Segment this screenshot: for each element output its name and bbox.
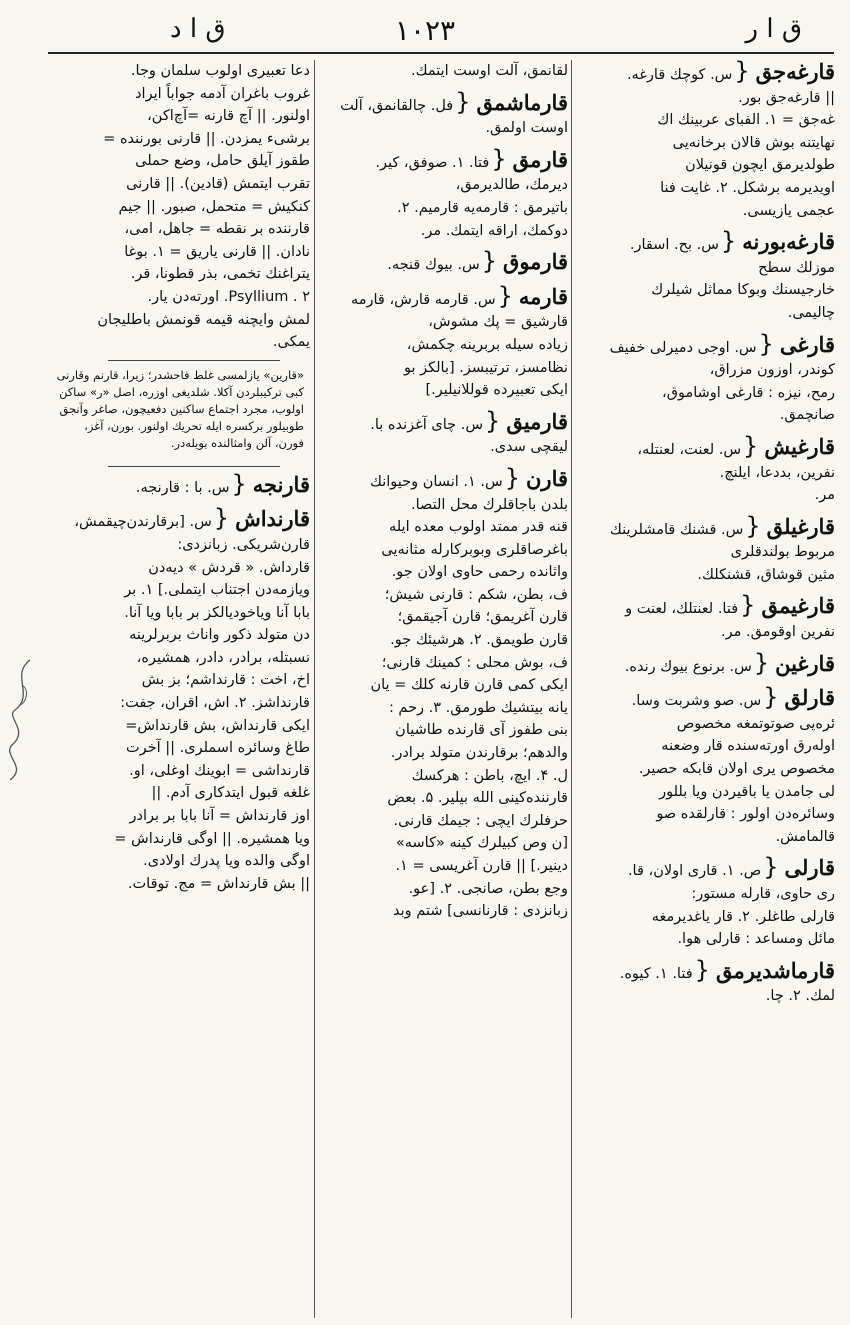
entry-text-line: دیرمك، طالدیرمق، xyxy=(455,177,568,194)
entry-text-line: زبانزدی : قارنانسی] شتم وبد xyxy=(393,903,568,920)
entry-headword: قارماشمق xyxy=(476,89,568,115)
brace-glyph: { xyxy=(231,469,247,498)
dictionary-entry xyxy=(318,463,568,923)
dictionary-entry xyxy=(575,648,835,679)
entry-text-line: چالیمی. xyxy=(787,304,835,321)
entry-text-line: س. قارمه قارش، قارمه xyxy=(350,291,496,308)
entry-text-line: نفرین اوقومق. مر. xyxy=(721,624,835,641)
entry-list xyxy=(48,469,310,896)
entry-text-line: قارننده‌كینی الله بیلیر. ۵. بعض xyxy=(387,790,568,807)
entry-text-line: س. صو وشربت وسا. xyxy=(631,693,762,710)
brace-glyph: { xyxy=(491,144,507,173)
entry-text-line: كنكیش = متحمل، صبور. || جیم xyxy=(118,198,310,215)
entry-text-line: والدهم؛ برقارندن متولد برادر. xyxy=(390,745,568,762)
entry-text-line: اویدیرمه برشكل. ۲. غایت فنا xyxy=(660,179,835,196)
entry-text-line: قنه قدر ممتد اولوب معده ایله xyxy=(388,519,568,536)
entry-headword: قارموق xyxy=(503,249,568,275)
entry-text-line: مر. xyxy=(814,487,835,504)
brace-glyph: { xyxy=(455,87,471,116)
entry-text-line: نهایتنه بوش قالان برخانه‌یی xyxy=(672,134,835,151)
entry-text-line: یمكی. xyxy=(272,334,310,351)
entry-text-line: موزلك سطح xyxy=(758,259,835,276)
entry-text-line: مائل ومساعد : قارلی هوا. xyxy=(677,931,835,948)
entry-text-line: ایكی كمی قارن قارنه كلك = یان xyxy=(370,677,568,694)
brace-glyph: { xyxy=(740,591,756,620)
entry-continuation xyxy=(48,60,310,354)
entry-headword: قارغیش xyxy=(764,433,835,459)
entry-text-line: غروب باغران آدمه جواباً ایراد xyxy=(135,85,310,102)
column-middle xyxy=(318,60,568,1318)
dictionary-entry xyxy=(575,329,835,427)
brace-glyph: { xyxy=(734,60,750,85)
entry-headword: قارغیلق xyxy=(766,513,835,539)
entry-text-line: یانه بیتشیك طورمق. ۳. رحم : xyxy=(388,699,568,716)
entry-text-line: ف، بوش محلی : كمینك قارنی؛ xyxy=(381,654,568,671)
brace-glyph: { xyxy=(481,247,498,276)
entry-text-line: وجع بطن، صانجی. ۲. [عو. xyxy=(408,880,568,897)
dictionary-entry xyxy=(575,955,835,1008)
entry-headword: قارغه‌بورنه xyxy=(742,229,835,255)
dictionary-entry xyxy=(318,281,568,402)
entry-text-line: فل. چالقانمق، آلت xyxy=(340,97,454,114)
entry-text-line: س. با : قارنجه. xyxy=(135,479,230,496)
dictionary-entry xyxy=(318,60,568,83)
note-divider xyxy=(108,360,280,361)
entry-text-line: ویا همشیره. || اوگی قارنداش = xyxy=(114,830,310,847)
entry-text-line: ویازمه‌دن اجتناب ایتملی.] ۱. بر xyxy=(124,582,310,599)
entry-text-line: غه‌جق = ۱. الفبای عربینك اك xyxy=(657,112,835,129)
dictionary-entry xyxy=(575,853,835,950)
running-head-left: ق ا د xyxy=(170,14,226,44)
entry-headword: قارغه‌جق xyxy=(755,60,835,84)
entry-text-line: اخ، اخت : قارنداشم؛ بز بش xyxy=(141,672,310,689)
dictionary-entry xyxy=(318,87,568,140)
entry-text-line: قارن طویمق. ۲. هرشیئك جو. xyxy=(390,632,568,649)
entry-headword: قارنجه xyxy=(252,471,310,497)
entry-text-line: تقرب ایتمش (قادین). || قارنی xyxy=(126,175,310,192)
entry-text-line: اوست اولمق. xyxy=(485,120,568,137)
entry-text-line: س. [برقارندن‌چیقمش، xyxy=(74,514,212,531)
entry-text-line: خارجیسنك وبوكا مماثل شیلرك xyxy=(651,282,835,299)
entry-text-line: اوز قارنداش = آنا بابا بر برادر xyxy=(129,808,310,825)
entry-text-line: باتیرمق : قارمه‌یه قارمیم. ۲. xyxy=(397,199,568,216)
entry-text-line: دعا تعبیری اولوب سلمان وجا. xyxy=(130,63,310,79)
entry-text-line: نفرین، بددعا، ایلنچ. xyxy=(719,464,835,481)
entry-text-line: یتراغنك تخمی، بذر قطونا، قر. xyxy=(130,266,310,283)
brace-glyph: { xyxy=(504,463,520,492)
entry-text-line: فتا. ۱. صوفق، كیر. xyxy=(375,154,490,171)
brace-glyph: { xyxy=(753,648,770,677)
entry-text-line: برشیء یمزدن. || قارنی بورننده = xyxy=(103,130,310,147)
entry-text-line: مخصوص یری اولان قابكه حصیر. xyxy=(638,761,835,778)
entry-headword: قارغی xyxy=(779,331,835,357)
entry-text-line: ری حاوی، قارله مستور: xyxy=(691,886,835,902)
entry-headword: قارماشدیرمق xyxy=(715,957,835,983)
entry-text-line: قارداش. « قردش » دیه‌دن xyxy=(148,559,310,576)
running-head-right: ق ا ر xyxy=(745,14,802,44)
brace-glyph: { xyxy=(758,329,774,358)
entry-text-line: واثانده رحمی حاوی اولان جو. xyxy=(391,564,568,581)
entry-text-line: كوندر، اوزون مزراق، xyxy=(709,362,835,379)
entry-text-line: س. اوجی دمیرلی خفیف xyxy=(609,339,757,356)
dictionary-entry xyxy=(575,431,835,507)
entry-text-line: ایكی تعبیرده قوللانیلیر.] xyxy=(425,382,568,399)
dictionary-entry xyxy=(318,406,568,459)
dictionary-entry xyxy=(318,144,568,242)
entry-text-line: ایكی قارنداش، بش قارنداش= xyxy=(125,717,310,734)
brace-glyph: { xyxy=(720,227,737,256)
entry-text-line: عجمی یازیسی. xyxy=(742,202,835,219)
entry-text-line: غلغه قبول ایتدكاری آدم. || xyxy=(151,785,310,802)
entry-text-line: لی جامدن یا باقیردن ویا بللور xyxy=(659,783,835,800)
entry-headword: قارغین xyxy=(775,650,835,676)
entry-text-line: ئره‌یی صوتوتمغه مخصوص xyxy=(676,715,835,732)
entry-headword: قارنداش xyxy=(235,506,310,532)
entry-text-line: قارن‌شریكی. زبانزدی: xyxy=(177,536,310,553)
entry-text-line: زیاده سیله بربرینه چكمش، xyxy=(406,336,568,353)
entry-text-line: دن متولد ذكور واناث بربرلرینه xyxy=(129,627,310,644)
entry-text-line: اوگی والده ویا پدرك اولادی. xyxy=(143,853,310,870)
entry-headword: قارن xyxy=(526,465,568,491)
entry-text-line: بابا آنا ویاخودیالكز بر بابا ویا آنا. xyxy=(124,604,310,621)
entry-text-line: لقانمق، آلت اوست ایتمك. xyxy=(411,63,568,79)
entry-text-line: نسبتله، برادر، دادر، همشیره، xyxy=(136,649,310,666)
usage-note: «قارین» یازلمسی غلط فاحشدر؛ زیرا، قارنم وقارنی كبی تركیبلردن آكلا. شلدیغی اوزره، اصل «ر» ساكن اولوب، مجرد اجتماع ساكنین دفعیچون، صاغر وآنجق طوبیلور بركسره ایله تحریك اولنور. بورن، آغز، فورن، آلن وامثالنده بویله‌در. xyxy=(56,367,304,450)
brace-glyph: { xyxy=(497,281,513,310)
entry-text-line: قالمامش. xyxy=(775,828,835,845)
entry-text-line: س. ۱. انسان وحیوانك xyxy=(369,473,503,490)
header-rule xyxy=(48,52,834,54)
entry-text-line: ف، بطن، شكم : قارنی شیش؛ xyxy=(384,586,568,603)
entry-text-line: قارشیق = پك مشوش، xyxy=(428,314,568,331)
brace-glyph: { xyxy=(763,853,779,882)
entry-text-line: باغرصاقلری وبوبركارله مثانه‌یی xyxy=(381,541,568,558)
entry-text-line: صانچمق. xyxy=(779,407,835,424)
brace-glyph: { xyxy=(694,955,710,984)
entry-text-line: س. قشنك قامشلرینك xyxy=(609,521,744,538)
note-divider xyxy=(108,466,280,467)
entry-text-line: لیقچی سدی. xyxy=(490,439,568,456)
entry-text-line: س. لعنت، لعنتله، xyxy=(637,441,742,458)
entry-headword: قارمق xyxy=(512,146,568,172)
entry-headword: قارمیق xyxy=(506,408,568,434)
entry-text-line: اوله‌رق اورته‌سنده قار وضعنه xyxy=(661,738,835,755)
entry-text-line: بنی طفوز آی قارنده طاشیان xyxy=(395,722,568,739)
entry-text-line: وسائره‌دن اولور : قارلقده صو xyxy=(656,806,835,823)
brace-glyph: { xyxy=(485,406,501,435)
entry-text-line: لمك. ۲. چا. xyxy=(765,988,835,1005)
entry-text-line: [ن وص كبیلرك كینه «كاسه» xyxy=(395,835,568,852)
handwritten-margin-mark xyxy=(0,655,40,785)
entry-text-line: س. چای آغزنده با. xyxy=(370,416,484,433)
entry-text-line: فتا. ۱. كیوه. xyxy=(619,965,693,982)
entry-text-line: س. كوچك قارغه. xyxy=(626,67,733,83)
column-divider xyxy=(571,60,572,1318)
entry-headword: قارغیمق xyxy=(761,593,835,619)
entry-text-line: Psyllium . ۲. اورته‌دن یار. xyxy=(147,288,310,305)
entry-text-line: س. بیوك قنجه. xyxy=(387,257,480,274)
entry-text-line: قارننده بر نقطه = جاهل، امی، xyxy=(124,221,310,238)
entry-text-line: قارلی طاغلر. ۲. قار یاغدیرمغه xyxy=(651,908,835,925)
entry-text-line: ل. ۴. ایچ، باطن : هركسك xyxy=(411,767,568,784)
dictionary-entry xyxy=(318,247,568,277)
page-header xyxy=(30,14,820,50)
dictionary-entry xyxy=(575,227,835,324)
entry-text-line: قارنداشی = ابوینك اوغلی، او. xyxy=(129,762,310,779)
column-left xyxy=(48,60,310,1318)
brace-glyph: { xyxy=(745,511,761,540)
entry-text-line: حرفلرك ایچی : جیمك قارنی. xyxy=(393,812,568,829)
entry-headword: قارلق xyxy=(784,685,835,711)
entry-text-line: اولنور. || آچ قارنه =آچ‌اكن، xyxy=(147,108,310,125)
brace-glyph: { xyxy=(763,683,779,712)
entry-text-line: س. برنوع بیوك رنده. xyxy=(624,658,752,675)
entry-text-line: قارنداشز. ۲. اش، اقران، جفت: xyxy=(120,695,310,712)
entry-text-line: س. بح. اسقار. xyxy=(629,237,719,254)
dictionary-entry xyxy=(575,511,835,587)
entry-text-line: فتا. لعنتلك، لعنت و xyxy=(625,601,739,618)
entry-text-line: ص. ۱. قاری اولان، قا. xyxy=(627,863,762,880)
entry-text-line: || بش قارنداش = مج. توقات. xyxy=(127,875,310,892)
dictionary-entry xyxy=(48,469,310,500)
entry-text-line: طقوز آیلق حامل، وضع حملی xyxy=(135,153,310,170)
entry-text-line: نادان. || قارنی یاریق = ۱. بوغا xyxy=(124,243,310,260)
dictionary-entry xyxy=(575,591,835,643)
dictionary-entry xyxy=(48,504,310,895)
entry-text-line: دینیر.] || قارن آغریسی = ۱. xyxy=(395,858,568,874)
entry-text-line: دوكمك، اراقه ایتمك. مر. xyxy=(420,222,568,239)
entry-text-line: مثین قوشاق، قشنكلك. xyxy=(697,566,835,583)
entry-text-line: طاغ وسائره اسملری. || آخرت xyxy=(126,740,310,757)
column-divider xyxy=(314,60,315,1318)
page-number: ۱۰۲۳ xyxy=(394,14,456,47)
entry-text-line: بلدن باجاقلرك محل التصا. xyxy=(411,496,568,513)
column-right xyxy=(575,60,835,1318)
dictionary-entry xyxy=(575,60,835,222)
entry-headword: قارمه xyxy=(518,283,568,309)
entry-text-line: طولدیرمق ایچون قونیلان xyxy=(685,157,835,174)
brace-glyph: { xyxy=(743,431,759,460)
entry-text-line: رمح، نیزه : قارغی اوشاموق، xyxy=(662,384,835,401)
entry-headword: قارلی xyxy=(784,855,835,881)
brace-glyph: { xyxy=(213,504,230,533)
dictionary-entry xyxy=(575,683,835,848)
entry-text-line: مربوط بولندقلری xyxy=(730,544,835,561)
entry-text-line: نظامسز، ترتیبسز. [بالكز بو xyxy=(404,359,568,376)
entry-text-line: لمش وایچنه قیمه قونمش باطلیجان xyxy=(97,311,310,328)
entry-text-line: قارن آغریمق؛ قارن آجیقمق؛ xyxy=(397,609,568,626)
entry-text-line: || قارغه‌جق بور. xyxy=(738,89,835,106)
